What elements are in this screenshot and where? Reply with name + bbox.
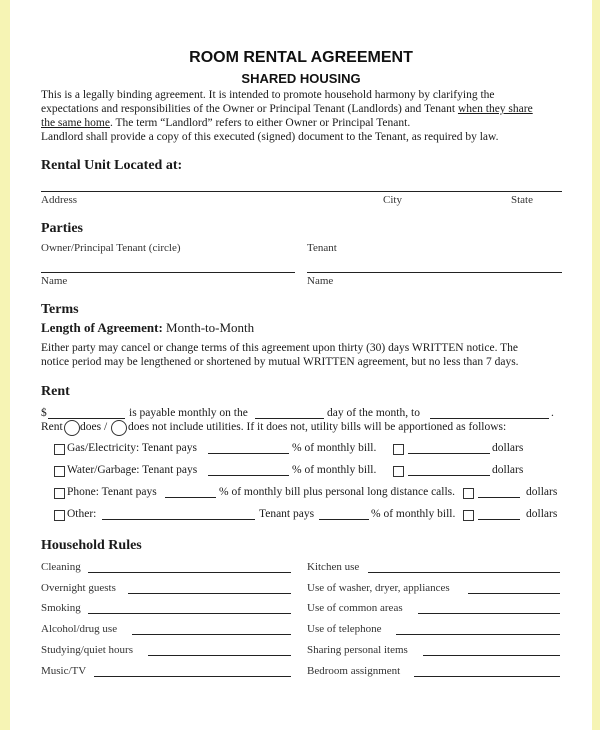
rule-cleaning-line[interactable]: [88, 572, 291, 573]
rule-alcohol-line[interactable]: [132, 634, 291, 635]
address-label: Address: [41, 194, 78, 206]
does-not-circle[interactable]: [111, 420, 127, 436]
intro-line-2-text: expectations and responsibilities of the Owner or Principal Tenant (Landlords) and Tenant: [41, 103, 458, 115]
gas-dollars-line[interactable]: [408, 453, 490, 454]
rule-quiet-hours-line[interactable]: [148, 655, 291, 656]
length-label: Length of Agreement:: [41, 320, 163, 335]
rent-amount-line[interactable]: [48, 418, 125, 419]
parties-heading: Parties: [41, 221, 83, 236]
payable-text: is payable monthly on the: [129, 407, 248, 419]
rule-quiet-hours-label: Studying/quiet hours: [41, 644, 133, 656]
rule-kitchen-line[interactable]: [368, 572, 560, 573]
rule-washer-line[interactable]: [468, 593, 560, 594]
gas-dollars-checkbox[interactable]: [393, 444, 404, 455]
rule-kitchen-label: Kitchen use: [307, 561, 360, 573]
rule-washer-label: Use of washer, dryer, appliances: [307, 582, 450, 594]
other-tenant-pays: Tenant pays: [259, 508, 315, 520]
rule-sharing-label: Sharing personal items: [307, 644, 408, 656]
other-dollars-line[interactable]: [478, 519, 520, 520]
intro-line-1: This is a legally binding agreement. It is intended to promote household harmony by clarifying the: [41, 89, 495, 101]
gas-dollars-label: dollars: [492, 442, 524, 454]
rule-alcohol-label: Alcohol/drug use: [41, 623, 118, 635]
household-rules-heading: Household Rules: [41, 538, 142, 553]
phone-percent-text: % of monthly bill plus personal long distance calls.: [219, 486, 456, 498]
intro-line-2: [41, 102, 533, 116]
state-label: State: [511, 194, 533, 206]
day-text: day of the month, to: [327, 407, 420, 419]
other-label: Other:: [67, 508, 97, 520]
water-checkbox[interactable]: [54, 466, 65, 477]
rule-telephone-label: Use of telephone: [307, 623, 382, 635]
gas-label: Gas/Electricity: Tenant pays: [67, 442, 197, 454]
rule-music-line[interactable]: [94, 676, 291, 677]
rule-telephone-line[interactable]: [396, 634, 560, 635]
rule-common-areas-line[interactable]: [418, 613, 560, 614]
water-percent-text: % of monthly bill.: [292, 464, 377, 476]
does-not-text: does not include utilities. If it does not, utility bills will be apportioned as follows:: [128, 421, 507, 433]
rule-sharing-line[interactable]: [423, 655, 560, 656]
rent-heading: Rent: [41, 384, 70, 399]
dollar-sign: $: [41, 407, 47, 419]
document-subtitle: SHARED HOUSING: [241, 71, 361, 86]
phone-percent-line[interactable]: [165, 497, 216, 498]
city-label: City: [383, 194, 402, 206]
tenant-name-line[interactable]: [307, 272, 562, 273]
length-value: Month-to-Month: [162, 320, 255, 335]
owner-name-label: Name: [41, 275, 68, 287]
phone-dollars-label: dollars: [526, 486, 558, 498]
period: .: [551, 407, 554, 419]
rule-common-areas-label: Use of common areas: [307, 602, 403, 614]
water-label: Water/Garbage: Tenant pays: [67, 464, 198, 476]
intro-underlined-1: when they share: [457, 103, 533, 115]
water-dollars-checkbox[interactable]: [393, 466, 404, 477]
rule-bedroom-line[interactable]: [414, 676, 560, 677]
other-description-line[interactable]: [102, 519, 255, 520]
intro-line-3-text: . The term “Landlord” refers to either Owner or Principal Tenant.: [109, 117, 411, 129]
gas-checkbox[interactable]: [54, 444, 65, 455]
rule-cleaning-label: Cleaning: [41, 561, 81, 573]
phone-dollars-checkbox[interactable]: [463, 488, 474, 499]
tenant-label: Tenant: [307, 242, 337, 254]
does-circle[interactable]: [64, 420, 80, 436]
terms-line-2: notice period may be lengthened or shortened by mutual WRITTEN agreement, but no less than 7 days.: [41, 356, 519, 368]
other-dollars-checkbox[interactable]: [463, 510, 474, 521]
rule-music-label: Music/TV: [41, 665, 87, 677]
rent-word: Rent: [41, 421, 63, 433]
terms-heading: Terms: [41, 302, 79, 317]
other-percent-line[interactable]: [319, 519, 369, 520]
address-line[interactable]: [41, 191, 562, 192]
intro-line-3: [41, 116, 410, 130]
length-of-agreement: [41, 320, 254, 336]
water-dollars-label: dollars: [492, 464, 524, 476]
other-percent-text: % of monthly bill.: [371, 508, 456, 520]
payee-line[interactable]: [430, 418, 549, 419]
water-dollars-line[interactable]: [408, 475, 490, 476]
rule-guests-label: Overnight guests: [41, 582, 116, 594]
rule-smoking-line[interactable]: [88, 613, 291, 614]
terms-line-1: Either party may cancel or change terms of this agreement upon thirty (30) days WRITTEN notice. The: [41, 342, 518, 354]
document-page: [10, 0, 592, 730]
document-title: ROOM RENTAL AGREEMENT: [189, 49, 413, 66]
other-dollars-label: dollars: [526, 508, 558, 520]
water-percent-line[interactable]: [208, 475, 289, 476]
rule-bedroom-label: Bedroom assignment: [307, 665, 401, 677]
rule-guests-line[interactable]: [128, 593, 291, 594]
gas-percent-line[interactable]: [208, 453, 289, 454]
phone-dollars-line[interactable]: [478, 497, 520, 498]
tenant-name-label: Name: [307, 275, 334, 287]
intro-line-4: Landlord shall provide a copy of this executed (signed) document to the Tenant, as required by law.: [41, 131, 499, 143]
rental-unit-heading: Rental Unit Located at:: [41, 158, 183, 173]
gas-percent-text: % of monthly bill.: [292, 442, 377, 454]
phone-checkbox[interactable]: [54, 488, 65, 499]
rule-smoking-label: Smoking: [41, 602, 81, 614]
rent-day-line[interactable]: [255, 418, 324, 419]
owner-name-line[interactable]: [41, 272, 295, 273]
phone-label: Phone: Tenant pays: [67, 486, 157, 498]
slash: /: [104, 421, 108, 433]
other-checkbox[interactable]: [54, 510, 65, 521]
owner-label: Owner/Principal Tenant (circle): [41, 242, 181, 254]
does-text: does: [80, 421, 102, 433]
intro-underlined-2: the same home: [41, 117, 110, 129]
